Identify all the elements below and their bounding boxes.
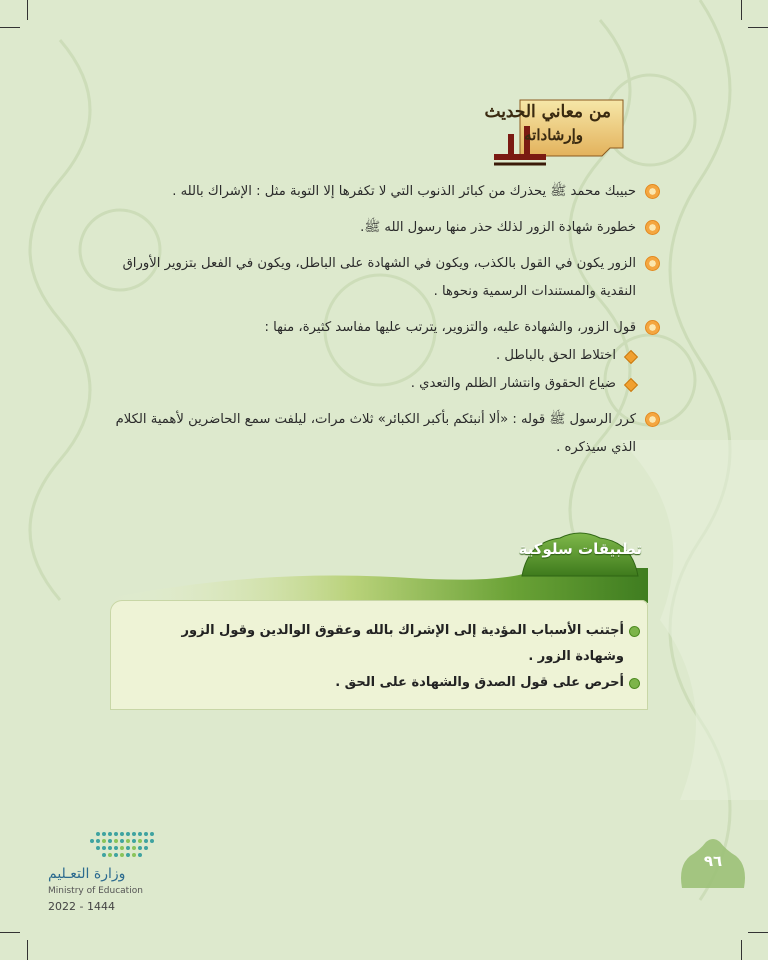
crop-mark xyxy=(741,940,742,960)
list-item-text: كرر الرسول ﷺ قوله : «ألا أنبئكم بأكبر الكبائر» ثلاث مرات، ليلفت سمع الحاضرين لأهمية الكلام الذي سيذكره . xyxy=(115,412,636,455)
list-item-text: قول الزور، والشهادة عليه، والتزوير، يترتب عليها مفاسد كثيرة، منها : xyxy=(264,320,636,335)
ministry-name-ar: وزارة التعـليم xyxy=(48,866,126,882)
edition-year: 2022 - 1444 xyxy=(48,900,115,913)
behavior-list xyxy=(130,618,640,696)
sub-list-item-text: اختلاط الحق بالباطل . xyxy=(495,348,616,363)
crop-mark xyxy=(748,27,768,28)
list-item-text: الزور يكون في القول بالكذب، ويكون في الشهادة على الباطل، ويكون في الفعل بتزوير الأوراق النقدية والمستندات الرسمية ونحوها . xyxy=(122,256,636,299)
bullet-icon xyxy=(645,256,660,271)
crop-mark xyxy=(0,932,20,933)
hadith-meanings-list xyxy=(100,178,660,470)
behavior-item-text: أحرص على قول الصدق والشهادة على الحق . xyxy=(335,675,624,690)
diamond-bullet-icon xyxy=(624,350,638,364)
list-item-text: خطورة شهادة الزور لذلك حذر منها رسول الله ﷺ. xyxy=(360,220,636,235)
list-item xyxy=(100,214,660,242)
list-item xyxy=(100,250,660,306)
page-number: ٩٦ xyxy=(703,852,723,870)
diamond-bullet-icon xyxy=(624,378,638,392)
crop-mark xyxy=(741,0,742,20)
behavior-item-text: أجتنب الأسباب المؤدية إلى الإشراك بالله وعقوق الوالدين وقول الزور وشهادة الزور . xyxy=(181,623,624,664)
sub-list-item-text: ضياع الحقوق وانتشار الظلم والتعدي . xyxy=(410,376,616,391)
behavior-item xyxy=(130,670,640,696)
behavior-title: تطبيقات سلوكية xyxy=(518,540,642,558)
list-item-text: حبيبك محمد ﷺ يحذرك من كبائر الذنوب التي لا تكفرها إلا التوبة مثل : الإشراك بالله . xyxy=(172,184,636,199)
dot-bullet-icon xyxy=(629,678,640,689)
bullet-icon xyxy=(645,412,660,427)
header-title: من معاني الحديث xyxy=(484,102,611,122)
ministry-name-en: Ministry of Education xyxy=(48,886,143,896)
crop-mark xyxy=(0,27,20,28)
list-item xyxy=(100,314,660,342)
crop-mark xyxy=(748,932,768,933)
dot-bullet-icon xyxy=(629,626,640,637)
bullet-icon xyxy=(645,184,660,199)
behavior-item xyxy=(130,618,640,670)
sub-list-item xyxy=(100,342,660,370)
crop-mark xyxy=(27,0,28,20)
list-item xyxy=(100,406,660,462)
sub-list-item xyxy=(100,370,660,398)
header-subtitle: وإرشاداته xyxy=(524,126,583,144)
list-item xyxy=(100,178,660,206)
crop-mark xyxy=(27,940,28,960)
bullet-icon xyxy=(645,320,660,335)
section-header xyxy=(484,98,625,168)
bullet-icon xyxy=(645,220,660,235)
ministry-logo-icon xyxy=(48,830,158,864)
